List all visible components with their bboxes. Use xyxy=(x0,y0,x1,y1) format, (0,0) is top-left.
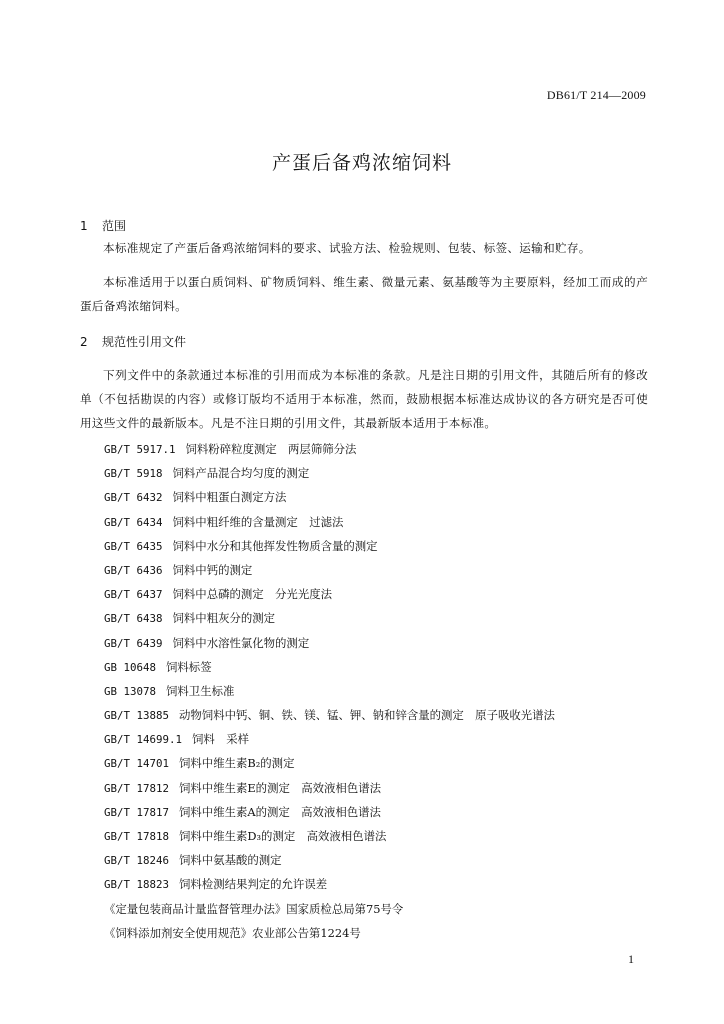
reference-title: 饲料中维生素A的测定 高效液相色谱法 xyxy=(179,804,381,819)
reference-title: 饲料中维生素B₂的测定 xyxy=(179,756,295,771)
reference-item xyxy=(104,872,664,896)
reference-title: 饲料检测结果判定的允许误差 xyxy=(179,877,328,892)
reference-item xyxy=(104,606,664,630)
reference-code: GB/T 6436 xyxy=(104,563,163,577)
reference-title: 饲料中粗灰分的测定 xyxy=(172,611,276,626)
reference-title: 饲料标签 xyxy=(166,659,212,674)
reference-title: 饲料产品混合均匀度的测定 xyxy=(172,466,310,481)
reference-title: 饲料中钙的测定 xyxy=(172,562,253,577)
section-2-title: 规范性引用文件 xyxy=(102,335,187,349)
reference-code: GB/T 6432 xyxy=(104,491,163,505)
section-1-paragraph-1: 本标准规定了产蛋后备鸡浓缩饲料的要求、试验方法、检验规则、包装、标签、运输和贮存。 xyxy=(103,241,591,255)
reference-title: 饲料中水溶性氯化物的测定 xyxy=(172,635,310,650)
section-1-number: 1 xyxy=(80,219,88,233)
reference-item xyxy=(104,727,664,751)
reference-title: 饲料粉碎粒度测定 两层筛筛分法 xyxy=(185,442,357,456)
reference-title: 动物饲料中钙、铜、铁、镁、锰、钾、钠和锌含量的测定 原子吸收光谱法 xyxy=(179,708,555,723)
reference-item xyxy=(104,558,664,582)
section-2-intro: 下列文件中的条款通过本标准的引用而成为本标准的条款。凡是注日期的引用文件，其随后所有的修改单（不包括勘误的内容）或修订版均不适用于本标准，然而，鼓励根据本标准达成协议的各方研究是否可使用这些文件的最新版本。凡是不注日期的引用文件，其最新版本适用于本标准。 xyxy=(80,368,648,430)
reference-title: 饲料中氨基酸的测定 xyxy=(179,853,282,868)
reference-title: 饲料中水分和其他挥发性物质含量的测定 xyxy=(172,538,378,553)
reference-item xyxy=(104,631,664,655)
reference-item xyxy=(104,679,664,703)
document-title: 产蛋后备鸡浓缩饲料 xyxy=(271,152,452,174)
reference-title: 《定量包装商品计量监督管理办法》国家质检总局第75号令 xyxy=(104,901,404,916)
reference-title: 饲料中维生素D₃的测定 高效液相色谱法 xyxy=(179,829,387,843)
reference-list xyxy=(104,437,664,945)
reference-item xyxy=(104,510,664,534)
reference-code: GB/T 5917.1 xyxy=(104,443,176,456)
reference-item xyxy=(104,776,664,800)
reference-code: GB/T 13885 xyxy=(104,709,170,723)
reference-item xyxy=(104,897,664,921)
reference-code: GB/T 6437 xyxy=(104,588,163,602)
reference-item xyxy=(104,655,664,679)
reference-title: 饲料中维生素E的测定 高效液相色谱法 xyxy=(179,780,381,795)
reference-title: 饲料中总磷的测定 分光光度法 xyxy=(172,587,332,602)
reference-item xyxy=(104,485,664,509)
reference-code: GB/T 17812 xyxy=(104,781,170,795)
standard-code: DB61/T 214—2009 xyxy=(546,88,646,102)
reference-item xyxy=(104,824,664,848)
section-1-paragraph-2: 本标准适用于以蛋白质饲料、矿物质饲料、维生素、微量元素、氨基酸等为主要原料，经加工而成的产蛋后备鸡浓缩饲料。 xyxy=(80,275,648,313)
reference-item xyxy=(104,921,664,945)
reference-item xyxy=(104,534,664,558)
reference-code: GB/T 18823 xyxy=(104,878,170,892)
reference-code: GB 13078 xyxy=(104,684,157,698)
reference-code: GB/T 5918 xyxy=(104,467,163,481)
reference-code: GB/T 17818 xyxy=(104,830,170,843)
section-2-number: 2 xyxy=(80,335,88,349)
reference-item xyxy=(104,437,664,461)
section-1-title: 范围 xyxy=(102,219,127,233)
reference-code: GB/T 14701 xyxy=(104,757,170,771)
reference-item xyxy=(104,751,664,775)
reference-item xyxy=(104,848,664,872)
reference-item xyxy=(104,703,664,727)
page-number: 1 xyxy=(628,952,634,966)
reference-item xyxy=(104,800,664,824)
reference-title: 饲料卫生标准 xyxy=(166,683,235,698)
reference-title: 《饲料添加剂安全使用规范》农业部公告第1224号 xyxy=(104,925,361,940)
section-2-heading xyxy=(80,333,186,350)
reference-code: GB 10648 xyxy=(104,660,157,674)
reference-code: GB/T 6439 xyxy=(104,636,163,650)
reference-title: 饲料中粗蛋白测定方法 xyxy=(172,490,287,505)
reference-code: GB/T 14699.1 xyxy=(104,733,183,747)
section-1-heading xyxy=(80,217,126,234)
reference-item xyxy=(104,461,664,485)
reference-code: GB/T 6438 xyxy=(104,612,163,626)
reference-title: 饲料中粗纤维的含量测定 过滤法 xyxy=(172,514,344,529)
reference-code: GB/T 18246 xyxy=(104,854,170,868)
reference-code: GB/T 6434 xyxy=(104,515,163,529)
reference-title: 饲料 采样 xyxy=(192,732,249,747)
reference-code: GB/T 17817 xyxy=(104,805,170,819)
reference-item xyxy=(104,582,664,606)
reference-code: GB/T 6435 xyxy=(104,539,163,553)
